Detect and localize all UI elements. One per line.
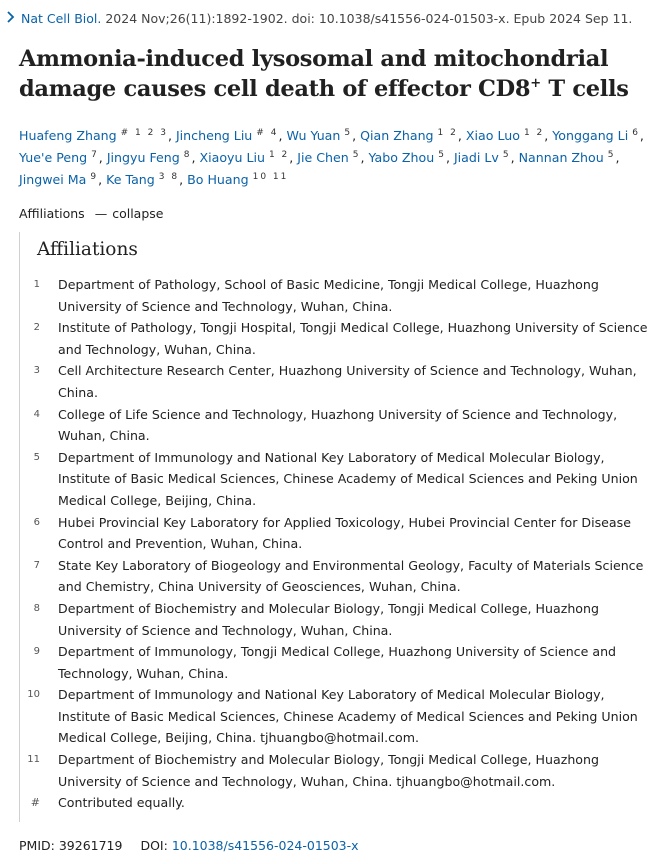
chevron-right-icon[interactable]	[6, 10, 16, 26]
author	[199, 150, 289, 165]
author-affiliation-refs[interactable]: 5	[352, 150, 361, 160]
affiliation-item	[20, 684, 656, 749]
author-name-link[interactable]: Xiao Luo	[465, 128, 520, 143]
author-name-link[interactable]: Yue'e Peng	[19, 150, 88, 165]
author	[106, 172, 179, 187]
author-affiliation-refs[interactable]: 1 2	[268, 150, 290, 160]
identifiers-line	[19, 838, 359, 853]
citation-details: 2024 Nov;26(11):1892-1902. doi: 10.1038/s41556-024-01503-x. Epub 2024 Sep 11.	[105, 10, 633, 26]
affiliation-number: 5	[33, 451, 40, 463]
author-name-link[interactable]: Jiadi Lv	[453, 150, 499, 165]
author	[360, 128, 458, 143]
affiliations-list	[20, 274, 656, 814]
affiliation-number: 2	[33, 322, 40, 334]
article-title: Ammonia-induced lysosomal and mitochondrial damage causes cell death of effector CD8+ T cells	[19, 46, 629, 102]
affiliation-number: 1	[33, 279, 40, 290]
affiliation-item	[20, 555, 656, 598]
affiliation-number: 9	[33, 646, 40, 658]
author-affiliation-refs[interactable]: 5	[438, 150, 446, 160]
author	[107, 150, 192, 165]
collapse-link[interactable]: collapse	[112, 206, 164, 221]
affiliations-heading: Affiliations	[37, 239, 138, 260]
author-name-link[interactable]: Bo Huang	[187, 172, 249, 187]
affiliation-number: 7	[33, 559, 40, 571]
contribution-text: Contributed equally.	[58, 795, 185, 811]
author	[187, 172, 288, 187]
affiliation-number: 4	[33, 408, 40, 420]
author-affiliation-refs[interactable]: 5	[607, 150, 616, 160]
author-name-link[interactable]: Jingyu Feng	[106, 150, 180, 165]
affiliation-text: Department of Immunology and National Key Laboratory of Medical Molecular Biology, Institute of Basic Medical Sciences, Chinese Academy of Medical Sciences and Peking Union Medical College, Beijing, China. tjhuangbo@hotmail.com.	[58, 687, 638, 746]
affiliation-number: 10	[27, 689, 40, 701]
affiliation-text: Cell Architecture Research Center, Huazhong University of Science and Technology, Wuhan, China.	[58, 363, 637, 400]
affiliations-toggle-label: Affiliations	[19, 206, 85, 221]
journal-link[interactable]: Nat Cell Biol.	[21, 10, 102, 26]
pmid-value: 39261719	[58, 838, 123, 853]
author-name-link[interactable]: Huafeng Zhang	[19, 128, 117, 143]
affiliations-panel	[19, 232, 659, 822]
contribution-marker: #	[30, 796, 40, 810]
author-name-link[interactable]: Qian Zhang	[360, 128, 434, 143]
affiliation-text: Department of Immunology, Tongji Medical College, Huazhong University of Science and Technology, Wuhan, China.	[58, 644, 617, 681]
author-name-link[interactable]: Nannan Zhou	[518, 150, 604, 165]
author-affiliation-refs[interactable]: 7	[91, 150, 99, 160]
toggle-separator: —	[94, 206, 108, 221]
affiliation-number: 8	[33, 602, 40, 614]
affiliation-item	[20, 274, 656, 317]
affiliation-text: Department of Immunology and National Key Laboratory of Medical Molecular Biology, Institute of Basic Medical Sciences, Chinese Academy of Medical Sciences and Peking Union Medical College, Beijing, China.	[58, 449, 638, 508]
author	[286, 128, 352, 143]
author-affiliation-refs[interactable]: 5	[344, 128, 353, 138]
affiliation-text: State Key Laboratory of Biogeology and Environmental Geology, Faculty of Materials Science and Chemistry, China University of Geosciences, Wuhan, China.	[58, 557, 644, 595]
author-name-link[interactable]: Yonggang Li	[552, 128, 629, 143]
affiliation-item	[20, 641, 656, 684]
author-affiliation-refs[interactable]: 9	[90, 172, 99, 182]
affiliation-text: Department of Pathology, School of Basic Medicine, Tongji Medical College, Huazhong University of Science and Technology, Wuhan, China.	[58, 277, 599, 314]
author	[176, 128, 278, 143]
author-name-link[interactable]: Wu Yuan	[286, 128, 341, 143]
doi-link[interactable]: 10.1038/s41556-024-01503-x	[171, 838, 359, 853]
author	[297, 150, 360, 165]
author	[466, 128, 544, 143]
author-affiliation-refs[interactable]: 1 2	[523, 128, 545, 138]
author-affiliation-refs[interactable]: # 1 2 3	[120, 128, 168, 138]
author-name-link[interactable]: Jie Chen	[297, 150, 349, 165]
citation-line	[6, 10, 632, 26]
affiliation-item	[20, 447, 656, 512]
author-list: Huafeng Zhang $^{\# 1 2 3}$, Jincheng Liu $^{\# 4}$, Wu Yuan $^5$, Qian Zhang $^{1 2}$, Xiao Luo $^{1 2}$, Yonggang Li $^6$, Yue'e Peng $^7$, Jingyu Feng $^8$, Xiaoyu Liu $^{1 2}$, Jie Chen $^5$, Yabo Zhou $^5$, Jiadi Lv $^5$, Nannan Zhou $^5$, Jingwei Ma $^9$, Ke Tang $^{3 8}$, Bo Huang $^{10 11}$	[19, 128, 644, 187]
author-name-link[interactable]: Yabo Zhou	[368, 150, 435, 165]
author-affiliation-refs[interactable]: 10 11	[252, 172, 289, 182]
author	[19, 128, 168, 143]
author	[519, 150, 616, 165]
affiliation-number: 6	[33, 516, 40, 528]
author	[19, 172, 98, 187]
author-name-link[interactable]: Jincheng Liu	[175, 128, 253, 143]
author-name-link[interactable]: Jingwei Ma	[19, 172, 87, 187]
affiliation-item	[20, 317, 656, 360]
author-affiliation-refs[interactable]: 3 8	[158, 172, 180, 182]
author-name-link[interactable]: Xiaoyu Liu	[199, 150, 265, 165]
title-superscript: +	[530, 76, 541, 91]
author-affiliation-refs[interactable]: # 4	[256, 128, 279, 138]
affiliation-number: 11	[27, 754, 40, 766]
affiliation-text: Institute of Pathology, Tongji Hospital, Tongji Medical College, Huazhong University of Science and Technology, Wuhan, China.	[58, 320, 648, 357]
affiliations-toggle[interactable]	[19, 206, 163, 221]
affiliation-item	[20, 512, 656, 555]
affiliation-item	[20, 404, 656, 447]
affiliation-text: Department of Biochemistry and Molecular Biology, Tongji Medical College, Huazhong University of Science and Technology, Wuhan, China. tjhuangbo@hotmail.com.	[58, 752, 599, 789]
affiliation-text: Hubei Provincial Key Laboratory for Applied Toxicology, Hubei Provincial Center for Disease Control and Prevention, Wuhan, China.	[58, 514, 631, 552]
affiliation-item	[20, 598, 656, 641]
author-name-link[interactable]: Ke Tang	[106, 172, 155, 187]
affiliation-item	[20, 749, 656, 792]
author-affiliation-refs[interactable]: 6	[632, 128, 640, 138]
author-affiliation-refs[interactable]: 1 2	[437, 128, 458, 138]
author-affiliation-refs[interactable]: 5	[502, 150, 511, 160]
affiliation-text: College of Life Science and Technology, Huazhong University of Science and Technology, Wuhan, China.	[58, 406, 618, 444]
author	[552, 128, 640, 143]
author	[19, 150, 99, 165]
author-affiliation-refs[interactable]: 8	[183, 150, 192, 160]
affiliation-item	[20, 360, 656, 403]
affiliation-text: Department of Biochemistry and Molecular Biology, Tongji Medical College, Huazhong University of Science and Technology, Wuhan, China.	[58, 600, 599, 638]
contribution-note	[20, 792, 656, 814]
pmid-label: PMID:	[19, 838, 55, 853]
author	[454, 150, 511, 165]
author	[369, 150, 446, 165]
doi-label: DOI:	[140, 838, 168, 853]
affiliation-number: 3	[33, 365, 40, 377]
